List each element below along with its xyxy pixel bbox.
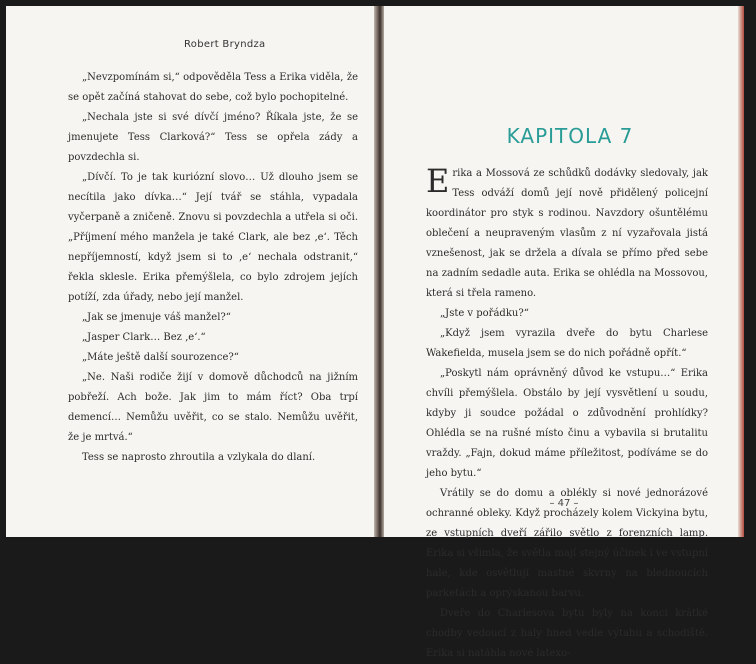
paragraph: „Jasper Clark… Bez ‚e‘.“: [82, 332, 206, 343]
right-body-text: [426, 164, 708, 664]
right-page: [384, 6, 744, 659]
paragraph: „Nechala jste si své dívčí jméno? Říkala jste, že se jmenujete Tess Clarková?“ Tess se opřela zády a povzdechla si.: [68, 112, 358, 163]
paragraph: „Dívčí. To je tak kuriózní slovo… Už dlouho jsem se necítila jako dívka…“ Její tvář se stáhla, vypadala vyčerpaně a zničeně. Znovu si povzdechla a utřela si oči. „Příjmení mého manžela je také Clark, ale bez ‚e‘. Těch nepříjemností, když jsem si to ‚e‘ nechala odstranit,“ řekla sklesle. Erika přemýšlela, co bylo zdrojem jejích potíží, zda úřady, nebo její manžel.: [68, 172, 358, 303]
paragraph: „Máte ještě další sourozence?“: [82, 352, 239, 363]
left-page: [6, 6, 374, 537]
left-body-text: [68, 68, 358, 468]
drop-cap: E: [426, 162, 450, 200]
paragraph: „Když jsem vyrazila dveře do bytu Charlese Wakefielda, musela jsem se do nich pořádně opřít.“: [426, 328, 708, 359]
paragraph: „Nevzpomínám si,“ odpověděla Tess a Erika viděla, že se opět začíná stahovat do sebe, což bylo pochopitelné.: [68, 72, 358, 103]
first-paragraph-text: rika a Mossová ze schůdků dodávky sledovaly, jak Tess odváží domů její nově přidělený policejní koordinátor pro styk s rodinou. Navzdory ošuntělému oblečení a neupraveným vlasům z ní vyzařovala jistá vznešenost, jak se držela a dívala se přímo před sebe na zadním sedadle auta. Erika se ohlédla na Mossovou, která si třela rameno.: [426, 168, 708, 299]
book-spread: [6, 6, 744, 659]
paragraph: Tess se naprosto zhroutila a vzlykala do dlaní.: [82, 452, 316, 463]
paragraph: Dveře do Charlesova bytu byly na konci krátké chodby vedoucí z haly hned vedle výtahu a schodiště. Erika si natáhla nové latexo-: [426, 608, 708, 659]
paragraph: „Jak se jmenuje váš manžel?“: [82, 312, 231, 323]
paragraph: „Jste v pořádku?“: [440, 308, 529, 319]
running-head: Robert Bryndza: [184, 39, 266, 50]
page-edge: [738, 6, 744, 537]
paragraph: Vrátily se do domu a oblékly si nové jednorázové ochranné obleky. Když procházely kolem Vickyina bytu, ze vstupních dveří zářilo světlo z forenzních lamp. Erika si všimla, že světla mají stejný účinek i ve vstupní hale, kde osvětlují mastné skvrny na blednoucích parketách a oprýskanou barvu.: [426, 488, 708, 599]
paragraph: „Poskytl nám oprávněný důvod ke vstupu…“ Erika chvíli přemýšlela. Obstálo by její vysvětlení u soudu, kdyby ji soudce požádal o zdůvodnění prohlídky? Ohlédla se na rušné místo činu a vybavila si brutalitu vraždy. „Fajn, dokud máme příležitost, podíváme se do jeho bytu.“: [426, 368, 708, 479]
chapter-title: KAPITOLA 7: [506, 124, 634, 148]
page-number: – 47 –: [549, 498, 579, 509]
book-gutter: [374, 6, 384, 537]
first-paragraph: [426, 164, 708, 304]
paragraph: „Ne. Naši rodiče žijí v domově důchodců na jižním pobřeží. Ach bože. Jak jim to mám říct? Oba trpí demencí… Nemůžu uvěřit, co se stalo. Nemůžu uvěřit, že je mrtvá.“: [68, 372, 358, 443]
